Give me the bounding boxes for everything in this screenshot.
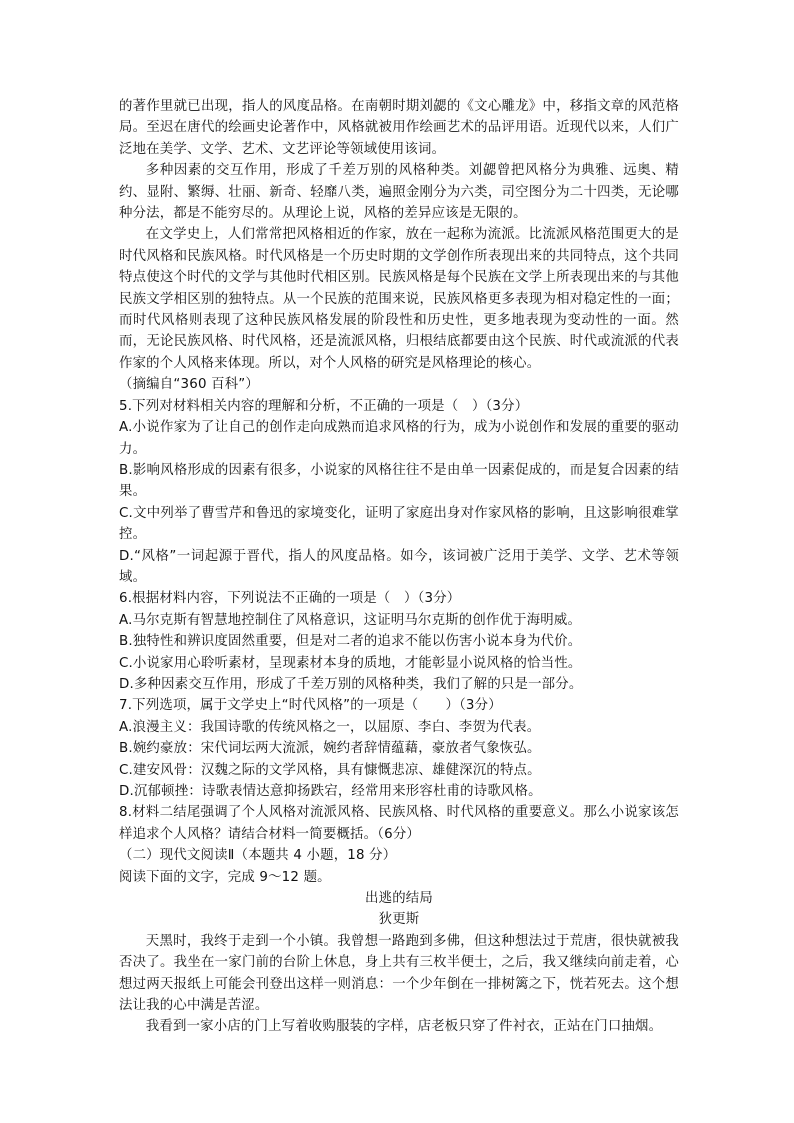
story-title: 出逃的结局 [365,891,433,907]
section-header: （二）现代文阅读Ⅱ（本题共 4 小题，18 分） [119,848,397,864]
question-5-option-d: D.“风格”一词起源于晋代，指人的风度品格。如今，该词被广泛用于美学、文学、艺术等领域。 [119,548,679,585]
section-instruction: 阅读下面的文字，完成 9～12 题。 [119,869,331,885]
question-6-option-b: B.独特性和辨识度固然重要，但是对二者的追求不能以伤害小说本身为代价。 [119,634,582,650]
question-6-option-d: D.多种因素交互作用，形成了千差万别的风格种类，我们了解的只是一部分。 [119,676,583,692]
question-8: 8.材料二结尾强调了个人风格对流派风格、民族风格、时代风格的重要意义。那么小说家该怎样追求个人风格？请结合材料一简要概括。（6分） [119,805,679,842]
question-5-option-a: A.小说作家为了让自己的创作走向成熟而追求风格的行为，成为小说创作和发展的重要的驱动力。 [119,420,679,457]
question-7: 7.下列选项，属于文学史上“时代风格”的一项是（ ）（3分） [119,698,502,714]
paragraph-style-schools: 在文学史上，人们常常把风格相近的作家，放在一起称为流派。比流派风格范围更大的是时代风格和民族风格。时代风格是一个历史时期的文学创作所表现出来的共同特点，这个共同特点使这个时代的文学与其他时代相区别。民族风格是每个民族在文学上所表现出来的与其他民族文学相区别的独特点。从一个民族的范围来说，民族风格更多表现为相对稳定性的一面；而时代风格则表现了这种民族风格发展的阶段性和历史性，更多地表现为变动性的一面。然而，无论民族风格、时代风格，还是流派风格，归根结底都要由这个民族、时代或流派的代表作家的个人风格来体现。所以，对个人风格的研究是风格理论的核心。 [119,227,679,371]
story-paragraph-1: 天黑时，我终于走到一个小镇。我曾想一路跑到多佛，但这种想法过于荒唐，很快就被我否决了。我坐在一家门前的台阶上休息，身上共有三枚半便士，之后，我又继续向前走着，心想过两天报纸上可能会刊登出这样一则消息：一个少年倒在一排树篱之下，恍若死去。这个想法让我的心中满是苦涩。 [119,933,679,1014]
question-6-option-a: A.马尔克斯有智慧地控制住了风格意识，这证明马尔克斯的创作优于海明威。 [119,612,582,628]
story-author: 狄更斯 [378,912,420,928]
question-6: 6.根据材料内容，下列说法不正确的一项是（ ）（3分） [119,591,461,607]
question-7-option-d: D.沉郁顿挫：诗歌表情达意抑扬跌宕，经常用来形容杜甫的诗歌风格。 [119,784,542,799]
source-note: （摘编自“360 百科”） [119,377,260,393]
document-page [119,96,679,1038]
question-5: 5.下列对材料相关内容的理解和分析，不正确的一项是（ ）（3分） [119,398,529,414]
paragraph-style-types: 多种因素的交互作用，形成了千差万别的风格种类。刘勰曾把风格分为典雅、远奥、精约、显附、繁缛、壮丽、新奇、轻靡八类，遍照金刚分为六类，司空图分为二十四类，无论哪种分法，都是不能穷尽的。从理论上说，风格的差异应该是无限的。 [119,163,679,222]
question-7-option-b: B.婉约豪放：宋代词坛两大流派，婉约者辞情蕴藉，豪放者气象恢弘。 [119,741,541,757]
question-7-option-c: C.建安风骨：汉魏之际的文学风格，具有慷慨悲凉、雄健深沉的特点。 [119,762,541,778]
question-5-option-c: C.文中列举了曹雪芹和鲁迅的家境变化，证明了家庭出身对作家风格的影响，且这影响很难掌控。 [119,505,679,543]
question-5-option-b: B.影响风格形成的因素有很多，小说家的风格往往不是由单一因素促成的，而是复合因素的结果。 [119,462,679,500]
story-paragraph-2: 我看到一家小店的门上写着收购服装的字样，店老板只穿了件衬衣，正站在门口抽烟。 [145,1019,663,1035]
question-7-option-a: A.浪漫主义：我国诗歌的传统风格之一，以屈原、李白、李贺为代表。 [119,719,541,735]
paragraph-style-origin: 的著作里就已出现，指人的风度品格。在南朝时期刘勰的《文心雕龙》中，移指文章的风范格局。至迟在唐代的绘画史论著作中，风格就被用作绘画艺术的品评用语。近现代以来，人们广泛地在美学、文学、艺术、文艺评论等领域使用该词。 [119,99,679,157]
question-6-option-c: C.小说家用心聆听素材，呈现素材本身的质地，才能彰显小说风格的恰当性。 [119,655,582,671]
